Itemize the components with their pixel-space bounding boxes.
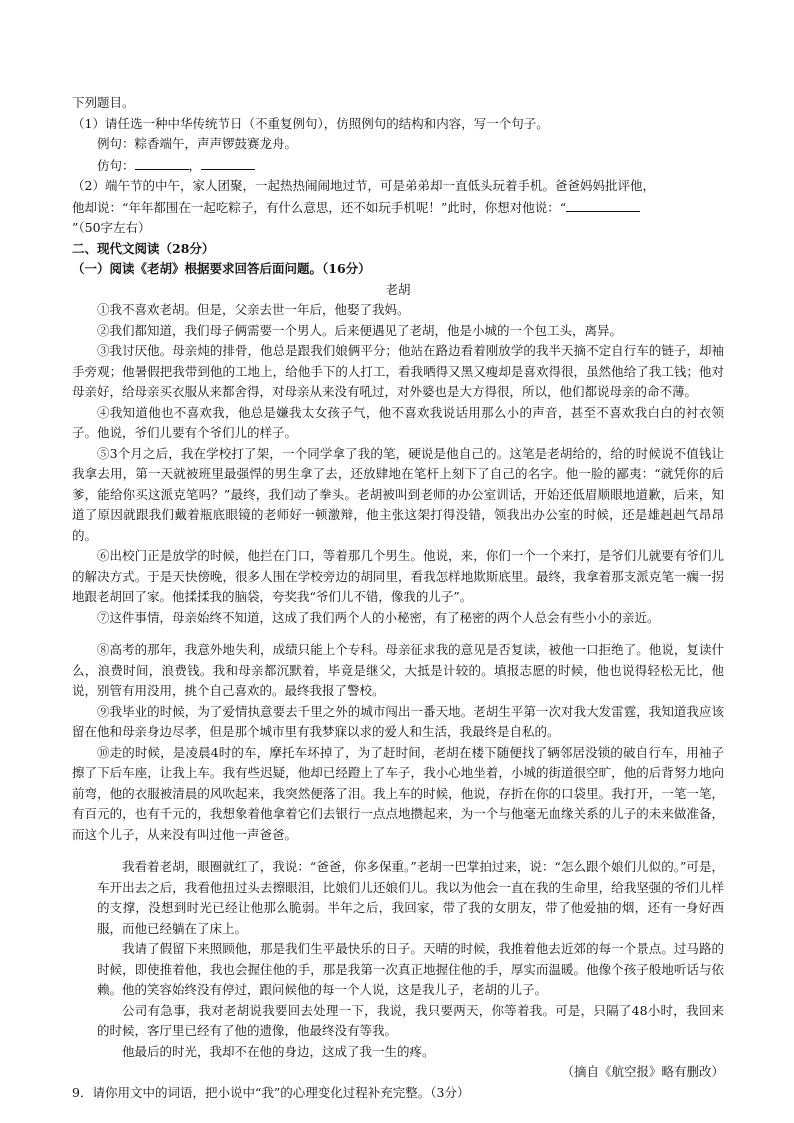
story-paragraph: 他最后的时光，我却不在他的身边，这成了我一生的疼。 (122, 1043, 435, 1059)
story-paragraph: ⑦这件事情，母亲始终不知道，这成了我们两个人的小秘密，有了秘密的两个人总会有些小小的亲近。 (97, 609, 660, 625)
story-paragraph: ⑧高考的那年，我意外地失利，成绩只能上个专科。母亲征求我的意见是否复读，被他一口拒绝了。他说，复读什么，浪费时间，浪费钱。我和母亲都沉默着，毕竟是继父，大抵是计较的。填报志愿的时候，他也说得轻松无比，他说，别管有用没用，挑个自己喜欢的。最终我报了警校。 (72, 642, 724, 698)
section-heading: 二、现代文阅读（28分） (72, 240, 215, 256)
question-2-line1: （2）端午节的中午，家人团聚，一起热热闹闹地过节，可是弟弟却一直低头玩着手机。爸爸妈妈批评他， (72, 178, 655, 193)
story-paragraph: ③我讨厌他。母亲炖的排骨，他总是跟我们娘俩平分；他站在路边看着刚放学的我半天摘不定自行车的链子，却袖手旁观；他暑假把我带到他的工地上，给他手下的人打工，看我晒得又黑又瘦却是喜欢得很，虽然他给了我工钱；他对母亲好，给母亲买衣服从来都舍得，对母亲从来没有吼过，对外婆也是大方得很，所以，他们都说母亲的命不薄。 (72, 343, 724, 399)
story-paragraph: 我看着老胡，眼圈就红了，我说：“爸爸，你多保重。”老胡一巴掌拍过来，说：“怎么跟个娘们儿似的。”可是，车开出去之后，我看他扭过头去擦眼泪，比娘们儿还娘们儿。我以为他会一直在我的生命里，给我坚强的爷们儿样的支撑，没想到时光已经让他那么脆弱。半年之后，我回家，带了我的女朋友，带了他爱抽的烟，还有一身好西服，而他已经躺在了床上。 (97, 859, 724, 936)
imitation-line (72, 155, 724, 177)
document-page (72, 93, 724, 1103)
intro-line: 下列题目。 (72, 95, 135, 110)
question-2-line2 (72, 197, 724, 219)
story-paragraph: ⑥出校门正是放学的时候，他拦在门口，等着那几个男生。他说，来，你们一个一个来打，是爷们儿就要有爷们儿的解决方式。于是天快傍晚，很多人围在学校旁边的胡同里，看我怎样地欺斯底里。最终，我拿着那支派克笔一瘸一拐地跟老胡回了家。他揉揉我的脑袋，夸奖我“爷们儿不错，像我的儿子”。 (72, 548, 724, 604)
answer-blank[interactable] (135, 155, 189, 170)
example-sentence: 例句：粽香端午，声声锣鼓赛龙舟。 (97, 136, 298, 151)
imitation-comma: ， (188, 157, 202, 173)
question-1: （1）请任选一种中华传统节日（不重复例句），仿照例句的结构和内容，写一个句子。 (72, 115, 549, 131)
question-2-text: 他却说：“年年都围在一起吃粽子，有什么意思，还不如玩手机呢！”此时，你想对他说：“ (72, 199, 567, 215)
question-2-line3: ”（50字左右） (72, 220, 151, 235)
story-paragraph: ①我不喜欢老胡。但是，父亲去世一年后，他娶了我妈。 (97, 302, 410, 317)
answer-blank[interactable] (201, 155, 255, 170)
paragraph-gap (72, 628, 724, 640)
subsection-heading: （一）阅读《老胡》根据要求回答后面问题。（16分） (72, 261, 371, 276)
source-note: （摘自《航空报》略有删改） (561, 1064, 724, 1079)
paragraph-gap (72, 845, 724, 857)
story-paragraph: ⑩走的时候，是凌晨4时的车，摩托车坏掉了，为了赶时间，老胡在楼下随便找了辆邻居没锁的破自行车，用袖子擦了下后车座，让我上车。我有些迟疑，他却已经蹬上了车子，我小心地坐着，小城的街道很空旷，他的后背努力地向前弯，他的衣服被清晨的风吹起来，我突然便落了泪。我上车的时候，他说，存折在你的口袋里。我打开，一笔一笔，有百元的，也有千元的，我想象着他拿着它们去银行一点点地攒起来，为一个与他毫无血缘关系的儿子的未来做准备，而这个儿子，从来没有叫过他一声爸爸。 (72, 744, 724, 842)
question-9: 9．请你用文中的词语，把小说中“我”的心理变化过程补充完整。（3分） (72, 1084, 470, 1100)
story-paragraph: 我请了假留下来照顾他，那是我们生平最快乐的日子。天晴的时候，我推着他去近郊的每一个景点。过马路的时候，即使推着他，我也会握住他的手，那是我第一次真正地握住他的手，厚实而温暖。他像个孩子般地听话与依赖。他的笑容始终没有停过，跟问候他的每一个人说，这是我儿子，老胡的儿子。 (97, 941, 724, 997)
imitation-label: 仿句： (97, 157, 135, 173)
story-title: 老胡 (385, 281, 411, 297)
story-paragraph: ⑤3个月之后，我在学校打了架，一个同学拿了我的笔，硬说是他自己的。这笔是老胡给的，给的时候说不值钱让我拿去用，第一天就被班里最强悍的男生拿了去，还放肆地在笔杆上刻下了自己的名字。他一脸的鄙夷：“就凭你的后爹，能给你买这派克笔吗？”最终，我们动了拳头。老胡被叫到老师的办公室训话，开始还低眉顺眼地道歉，后来，知道了原因就跟我们戴着瓶底眼镜的老师好一顿激辩，他主张这架打得没错，领我出办公室的时候，还是雄赳赳气昂昂的。 (72, 445, 724, 543)
story-paragraph: ⑨我毕业的时候，为了爱情执意要去千里之外的城市闯出一番天地。老胡生平第一次对我大发雷霆，我知道我应该留在他和母亲身边尽孝，但是那个城市里有我梦寐以求的爱人和生活，我最终是自私的。 (72, 703, 724, 739)
story-paragraph: ②我们都知道，我们母子俩需要一个男人。后来便遇见了老胡，他是小城的一个包工头，离异。 (97, 322, 623, 338)
answer-blank[interactable] (566, 197, 640, 212)
story-paragraph: 公司有急事，我对老胡说我要回去处理一下，我说，我只要两天，你等着我。可是，只隔了48小时，我回来的时候，客厅里已经有了他的遗像，他最终没有等我。 (97, 1002, 724, 1038)
story-paragraph: ④我知道他也不喜欢我，他总是嫌我太女孩子气，他不喜欢我说话用那么小的声音，甚至不喜欢我白白的衬衣领子。他说，爷们儿要有个爷们儿的样子。 (72, 404, 724, 440)
